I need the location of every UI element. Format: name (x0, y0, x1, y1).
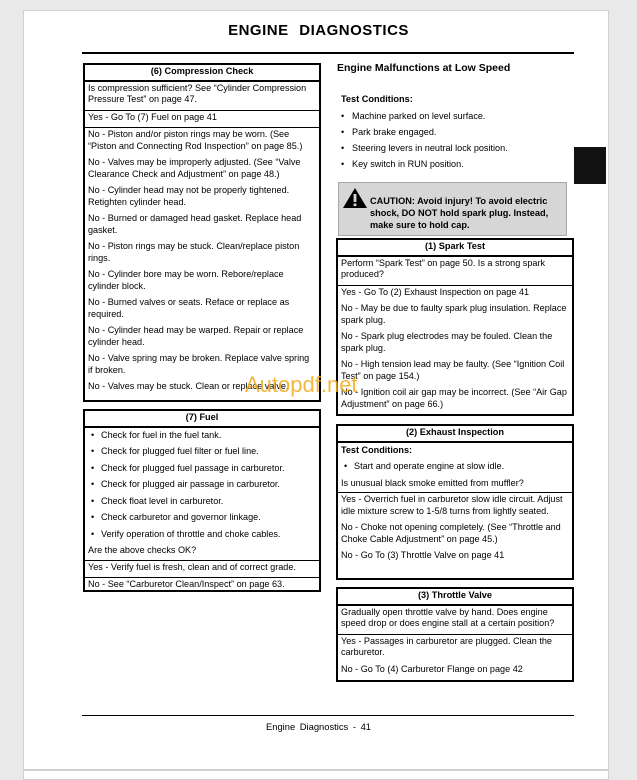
exhaust-conditions (338, 443, 572, 494)
throttle-valve-table (336, 587, 574, 682)
table-row: Yes - Go To (7) Fuel on page 41 (85, 111, 319, 129)
table-row: No - Piston and/or piston rings may be worn. (See “Piston and Connecting Rod Inspection” on page 85.) (88, 129, 303, 151)
table-row: No - Cylinder head may be warped. Repair or replace cylinder head. (88, 325, 304, 347)
exhaust-inspection-table (336, 424, 574, 580)
list-item: • Check for plugged fuel passage in carburetor. (85, 461, 319, 478)
list-item: • Check for fuel in the fuel tank. (85, 428, 319, 445)
list-item: • Machine parked on level surface. (338, 111, 485, 121)
list-item: • Check for plugged fuel filter or fuel line. (85, 444, 319, 461)
table-header: (7) Fuel (85, 411, 319, 428)
section-tab-marker (574, 147, 606, 184)
table-row: Yes - Overrich fuel in carburetor slow idle circuit. Adjust idle mixture screw to 1-5/8 turns from lightly seated. (341, 494, 563, 516)
list-item: • Verify operation of throttle and choke cables. (85, 527, 319, 544)
table-row: No - See “Carburetor Clean/Inspect” on page 63. (88, 579, 285, 589)
table-row: No - May be due to faulty spark plug insulation. Replace spark plug. (341, 303, 567, 325)
caution-text: CAUTION: Avoid injury! To avoid electric shock, DO NOT hold spark plug. Instead, make sure to hold cap. (370, 196, 549, 230)
title-rule (82, 52, 574, 54)
list-item: • Check for plugged air passage in carburetor. (85, 477, 319, 494)
watermark: Autopdf.net (245, 372, 358, 397)
list-item: • Check float level in carburetor. (85, 494, 319, 511)
list-item: • Steering levers in neutral lock position. (338, 143, 508, 153)
warning-triangle-icon (342, 187, 368, 209)
table-row: No - Burned or damaged head gasket. Replace head gasket. (88, 213, 302, 235)
table-row: No - Valves may be stuck. Clean or replace valve. (88, 381, 289, 391)
test-conditions-label: Test Conditions: (341, 444, 413, 455)
table-row: No - Cylinder bore may be worn. Rebore/replace cylinder block. (88, 269, 284, 291)
next-page-edge (23, 770, 609, 780)
table-row: No - High tension lead may be faulty. (See “Ignition Coil Test” on page 154.) (341, 359, 565, 381)
table-row: No - Ignition coil air gap may be incorrect. (See “Air Gap Adjustment” on page 66.) (341, 387, 567, 409)
table-row: Yes - Go To (2) Exhaust Inspection on page 41 (341, 286, 530, 297)
footer-rule (82, 715, 574, 716)
caution-notice (338, 182, 567, 236)
table-row: Perform “Spark Test” on page 50. Is a strong spark produced? (338, 257, 572, 286)
table-row: No - Go To (3) Throttle Valve on page 41 (341, 550, 505, 560)
table-row: No - Choke not opening completely. (See “Throttle and Choke Cable Adjustment” on page 45.) (341, 522, 561, 544)
compression-check-table (83, 63, 321, 402)
page-title: ENGINE DIAGNOSTICS (228, 22, 409, 39)
table-header: (3) Throttle Valve (338, 589, 572, 606)
list-item: • Key switch in RUN position. (338, 159, 464, 169)
table-row: No - Valve spring may be broken. Replace valve spring if broken. (88, 353, 310, 375)
list-item: • Park brake engaged. (338, 127, 436, 137)
fuel-question: Are the above checks OK? (88, 545, 197, 555)
table-row: Yes - Verify fuel is fresh, clean and of correct grade. (85, 561, 319, 579)
table-header: (1) Spark Test (338, 240, 572, 257)
table-row: Yes - Passages in carburetor are plugged. Clean the carburetor. (341, 635, 552, 657)
table-header: (2) Exhaust Inspection (338, 426, 572, 443)
fuel-checks (85, 428, 319, 561)
table-header: (6) Compression Check (85, 65, 319, 82)
table-row: Is compression sufficient? See “Cylinder Compression Pressure Test” on page 47. (85, 82, 319, 111)
table-row: No - Piston rings may be stuck. Clean/replace piston rings. (88, 241, 300, 263)
spark-test-table (336, 238, 574, 416)
table-row: No - Valves may be improperly adjusted. (See “Valve Clearance Check and Adjustment” on page 48.) (88, 157, 301, 179)
table-row: No - Cylinder head may not be properly tightened. Retighten cylinder head. (88, 185, 290, 207)
test-conditions-label: Test Conditions: (341, 94, 413, 104)
exhaust-question: Is unusual black smoke emitted from muffler? (341, 477, 524, 488)
table-row: No - Go To (4) Carburetor Flange on page 42 (341, 663, 523, 674)
page-footer: Engine Diagnostics - 41 (265, 721, 371, 732)
fuel-table (83, 409, 321, 592)
table-row: Gradually open throttle valve by hand. Does engine speed drop or does engine stall at a certain position? (338, 606, 572, 635)
list-item: • Start and operate engine at slow idle. (338, 459, 572, 476)
table-row: No - Spark plug electrodes may be fouled. Clean the spark plug. (341, 331, 553, 353)
section-heading: Engine Malfunctions at Low Speed (337, 62, 511, 74)
list-item: • Check carburetor and governor linkage. (85, 510, 319, 527)
table-row: No - Burned valves or seats. Reface or replace as required. (88, 297, 290, 319)
